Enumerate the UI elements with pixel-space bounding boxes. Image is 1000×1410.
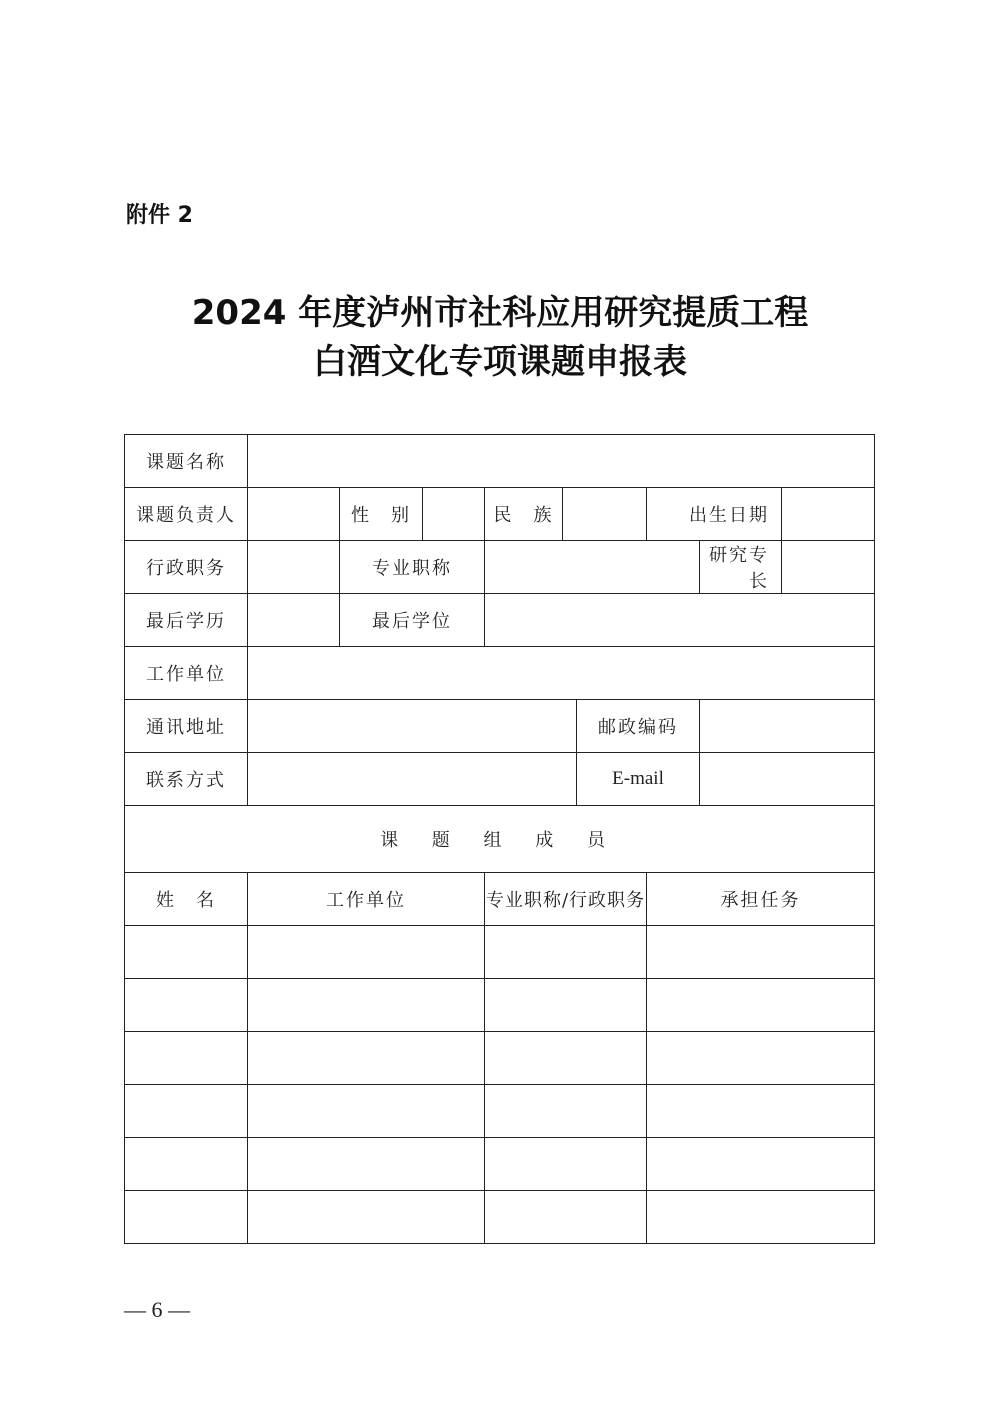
email-field[interactable] (700, 753, 875, 806)
mailing-address-label: 通讯地址 (125, 700, 248, 753)
leader-field[interactable] (248, 488, 340, 541)
page-title-line2: 白酒文化专项课题申报表 (313, 342, 687, 382)
member-unit-cell[interactable] (248, 1191, 485, 1244)
row-topic-name (125, 435, 875, 488)
work-unit-field[interactable] (248, 647, 875, 700)
member-unit-cell[interactable] (248, 1032, 485, 1085)
member-name-cell[interactable] (125, 979, 248, 1032)
contact-field[interactable] (248, 753, 577, 806)
application-form-table (124, 434, 875, 1244)
row-members-header (125, 873, 875, 926)
row-work-unit (125, 647, 875, 700)
members-section-title: 课 题 组 成 员 (125, 806, 875, 873)
member-col-name: 姓 名 (125, 873, 248, 926)
admin-position-field[interactable] (248, 541, 340, 594)
gender-field[interactable] (423, 488, 485, 541)
member-task-cell[interactable] (647, 1191, 875, 1244)
professional-title-field[interactable] (485, 541, 700, 594)
ethnicity-label: 民 族 (485, 488, 563, 541)
work-unit-label: 工作单位 (125, 647, 248, 700)
final-degree-label: 最后学位 (340, 594, 485, 647)
member-name-cell[interactable] (125, 1032, 248, 1085)
member-name-cell[interactable] (125, 926, 248, 979)
research-specialty-label: 研究专长 (700, 541, 782, 594)
row-address (125, 700, 875, 753)
member-name-cell[interactable] (125, 1191, 248, 1244)
admin-position-label: 行政职务 (125, 541, 248, 594)
page-number: — 6 — (124, 1297, 190, 1322)
member-col-work-unit: 工作单位 (248, 873, 485, 926)
final-education-label: 最后学历 (125, 594, 248, 647)
member-name-cell[interactable] (125, 1085, 248, 1138)
final-degree-field[interactable] (485, 594, 875, 647)
member-task-cell[interactable] (647, 1032, 875, 1085)
birth-date-field[interactable] (782, 488, 875, 541)
member-row (125, 1138, 875, 1191)
member-title-cell[interactable] (485, 1085, 647, 1138)
member-name-cell[interactable] (125, 1138, 248, 1191)
member-title-cell[interactable] (485, 1032, 647, 1085)
contact-label: 联系方式 (125, 753, 248, 806)
row-contact (125, 753, 875, 806)
postal-code-field[interactable] (700, 700, 875, 753)
topic-name-field[interactable] (248, 435, 875, 488)
birth-date-label: 出生日期 (647, 488, 782, 541)
mailing-address-field[interactable] (248, 700, 577, 753)
leader-label: 课题负责人 (125, 488, 248, 541)
member-title-cell[interactable] (485, 1191, 647, 1244)
member-col-title: 专业职称/行政职务 (485, 873, 647, 926)
member-row (125, 1032, 875, 1085)
member-title-cell[interactable] (485, 1138, 647, 1191)
member-task-cell[interactable] (647, 926, 875, 979)
gender-label: 性 别 (340, 488, 423, 541)
member-row (125, 979, 875, 1032)
research-specialty-field[interactable] (782, 541, 875, 594)
professional-title-label: 专业职称 (340, 541, 485, 594)
member-col-task: 承担任务 (647, 873, 875, 926)
row-leader (125, 488, 875, 541)
page-title-line1: 2024 年度泸州市社科应用研究提质工程 (191, 293, 809, 333)
ethnicity-field[interactable] (563, 488, 647, 541)
row-members-section (125, 806, 875, 873)
member-title-cell[interactable] (485, 979, 647, 1032)
member-unit-cell[interactable] (248, 1085, 485, 1138)
email-label: E-mail (577, 753, 700, 806)
member-task-cell[interactable] (647, 979, 875, 1032)
member-row (125, 1191, 875, 1244)
member-row (125, 1085, 875, 1138)
member-unit-cell[interactable] (248, 1138, 485, 1191)
member-unit-cell[interactable] (248, 926, 485, 979)
attachment-label: 附件 2 (126, 203, 193, 228)
member-task-cell[interactable] (647, 1138, 875, 1191)
postal-code-label: 邮政编码 (577, 700, 700, 753)
row-position (125, 541, 875, 594)
member-unit-cell[interactable] (248, 979, 485, 1032)
row-education (125, 594, 875, 647)
member-title-cell[interactable] (485, 926, 647, 979)
member-row (125, 926, 875, 979)
topic-name-label: 课题名称 (125, 435, 248, 488)
final-education-field[interactable] (248, 594, 340, 647)
member-task-cell[interactable] (647, 1085, 875, 1138)
